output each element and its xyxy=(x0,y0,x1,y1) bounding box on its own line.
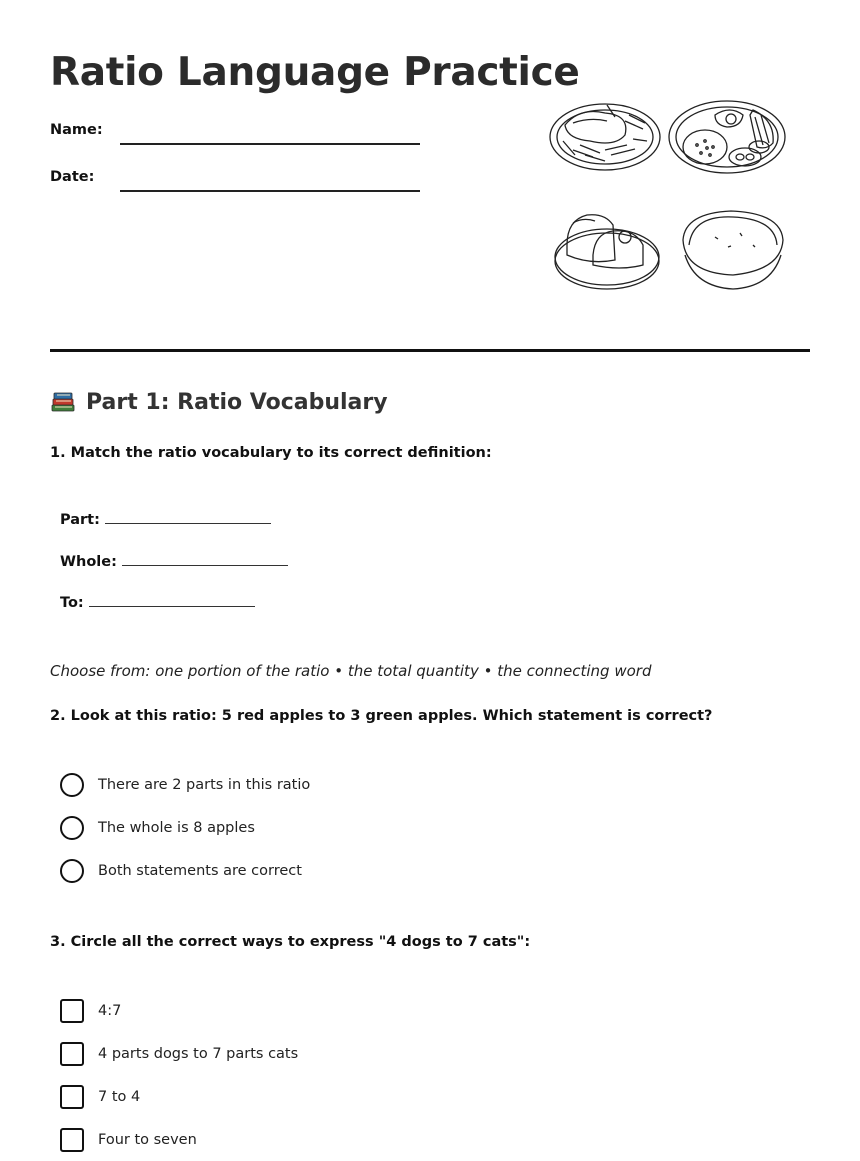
q2-option xyxy=(60,859,302,883)
checkbox[interactable] xyxy=(60,999,84,1023)
q3-option xyxy=(60,1085,140,1109)
section-header-part1 xyxy=(50,389,388,415)
date-label: Date: xyxy=(50,169,95,185)
date-field[interactable] xyxy=(120,190,420,192)
section-title: Part 1: Ratio Vocabulary xyxy=(86,389,388,415)
option-label: There are 2 parts in this ratio xyxy=(98,777,311,793)
answer-blank[interactable] xyxy=(122,565,288,566)
option-label: Four to seven xyxy=(98,1132,197,1148)
pie-dish xyxy=(683,211,783,289)
match-row-part xyxy=(60,512,271,528)
question-1-prompt: 1. Match the ratio vocabulary to its correct definition: xyxy=(50,445,492,461)
books-icon xyxy=(50,389,76,415)
option-label: The whole is 8 apples xyxy=(98,820,255,836)
answer-blank[interactable] xyxy=(105,523,271,524)
question-3-prompt: 3. Circle all the correct ways to express "4 dogs to 7 cats": xyxy=(50,934,531,950)
match-term: Whole: xyxy=(60,554,117,570)
q3-option xyxy=(60,1128,197,1152)
checkbox[interactable] xyxy=(60,1128,84,1152)
q3-option xyxy=(60,1042,298,1066)
match-row-to xyxy=(60,595,255,611)
match-term: Part: xyxy=(60,512,100,528)
question-2-prompt: 2. Look at this ratio: 5 red apples to 3 green apples. Which statement is correct? xyxy=(50,708,713,724)
option-label: 4:7 xyxy=(98,1003,122,1019)
name-field[interactable] xyxy=(120,143,420,145)
food-plates-illustration xyxy=(545,95,790,295)
breakfast-plate xyxy=(669,101,785,173)
fish-and-chips-plate xyxy=(550,104,660,170)
option-label: 7 to 4 xyxy=(98,1089,141,1105)
pie-slice-plate xyxy=(555,215,659,289)
name-label: Name: xyxy=(50,122,103,138)
option-label: Both statements are correct xyxy=(98,863,302,879)
q3-option xyxy=(60,999,121,1023)
option-label: 4 parts dogs to 7 parts cats xyxy=(98,1046,299,1062)
worksheet-title: Ratio Language Practice xyxy=(50,50,580,95)
checkbox[interactable] xyxy=(60,1085,84,1109)
checkbox[interactable] xyxy=(60,1042,84,1066)
q2-option xyxy=(60,816,255,840)
choose-from-hint: Choose from: one portion of the ratio • the total quantity • the connecting word xyxy=(50,662,652,680)
match-row-whole xyxy=(60,554,288,570)
radio-button[interactable] xyxy=(60,859,84,883)
match-term: To: xyxy=(60,595,84,611)
radio-button[interactable] xyxy=(60,773,84,797)
radio-button[interactable] xyxy=(60,816,84,840)
answer-blank[interactable] xyxy=(89,606,255,607)
header-divider xyxy=(50,349,810,352)
q2-option xyxy=(60,773,310,797)
